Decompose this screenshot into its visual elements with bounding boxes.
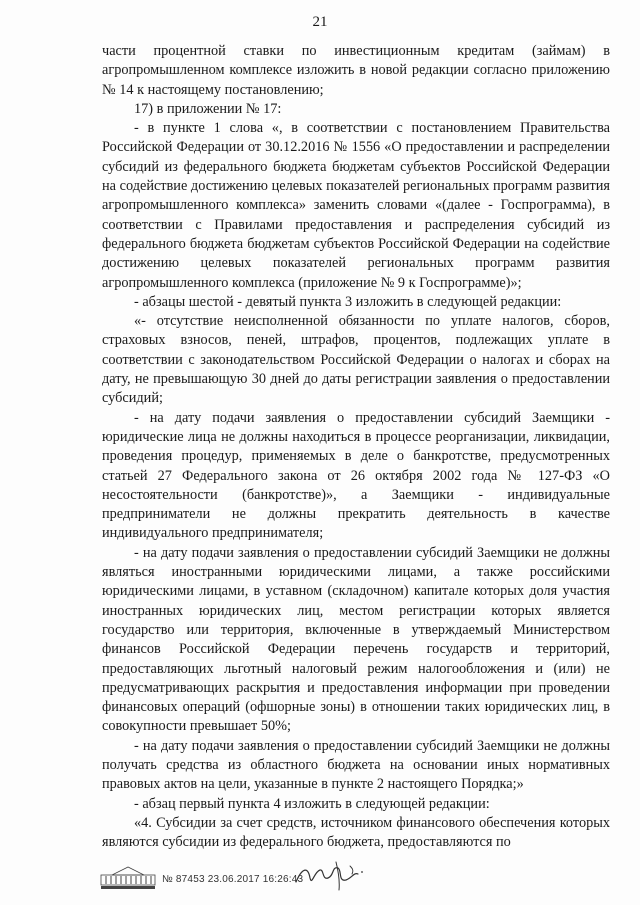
paragraph-9: - абзац первый пункта 4 изложить в следующей редакции: (134, 795, 490, 812)
paragraph-8: - на дату подачи заявления о предоставлении субсидий Заемщики не должны получать средства из областного бюджета на основании иных нормативных правовых актов на цели, указанные в пункте 2 настоящего Порядка;» (102, 737, 610, 793)
paragraph-5: «- отсутствие неисполненной обязанности по уплате налогов, сборов, страховых взносов, пеней, штрафов, процентов, подлежащих уплате в соответствии с законодательством Российской Федерации о налогах и сборах на дату, не превышающую 30 дней до даты регистрации заявления о предоставлении субсидий; (102, 313, 610, 407)
paragraph-6: - на дату подачи заявления о предоставлении субсидий Заемщики - юридические лица не должны находиться в процессе реорганизации, ликвидации, проведения процедур, применяемых в деле о банкротстве, предусмотренных статьей 27 Федерального закона от 26 октября 2002 года № 127-ФЗ «О несостоятельности (банкротстве)», а Заемщики - индивидуальные предприниматели не должны прекратить деятельность в качестве индивидуального предпринимателя; (102, 409, 610, 542)
paragraph-1: части процентной ставки по инвестиционным кредитам (займам) в агропромышленном комплексе изложить в новой редакции согласно приложению № 14 к настоящему постановлению; (102, 43, 610, 98)
handwritten-signature-icon (292, 858, 382, 894)
document-footer (100, 858, 440, 898)
government-building-icon (100, 866, 156, 890)
paragraph-3: - в пункте 1 слова «, в соответствии с постановлением Правительства Российской Федерации от 30.12.2016 № 1556 «О предоставлении и распределении субсидий из федерального бюджета бюджетам субъектов Российской Федерации на содействие достижению целевых показателей региональных программ развития агропромышленного комплекса» заменить словами «(далее - Госпрограмма), в соответствии с Правилами предоставления и распределения субсидий из федерального бюджета бюджетам субъектов Российской Федерации на содействие достижению целевых показателей региональных программ развития агропромышленного комплекса (приложение № 9 к Госпрограмме)»; (102, 120, 610, 291)
document-registration-id: № 87453 23.06.2017 16:26:43 (162, 874, 304, 885)
paragraph-2: 17) в приложении № 17: (134, 100, 282, 117)
paragraph-7: - на дату подачи заявления о предоставлении субсидий Заемщики не должны являться иностранными юридическими лицами, а также российскими юридическими лицами, в уставном (складочном) капитале которых доля участия иностранных юридических лиц, местом регистрации которых является государство или территория, включенные в утверждаемый Министерством финансов Российской Федерации перечень государств и территорий, предоставляющих льготный налоговый режим налогообложения и (или) не предусматривающих раскрытия и предоставления информации при проведении финансовых операций (офшорные зоны) в отношении таких юридических лиц, в совокупности превышает 50%; (102, 544, 610, 735)
page-number: 21 (312, 14, 328, 30)
paragraph-10: «4. Субсидии за счет средств, источником финансового обеспечения которых являются субсидии из федерального бюджета, предоставляются по (102, 814, 610, 851)
document-body (102, 42, 610, 852)
paragraph-4: - абзацы шестой - девятый пункта 3 изложить в следующей редакции: (134, 293, 562, 310)
